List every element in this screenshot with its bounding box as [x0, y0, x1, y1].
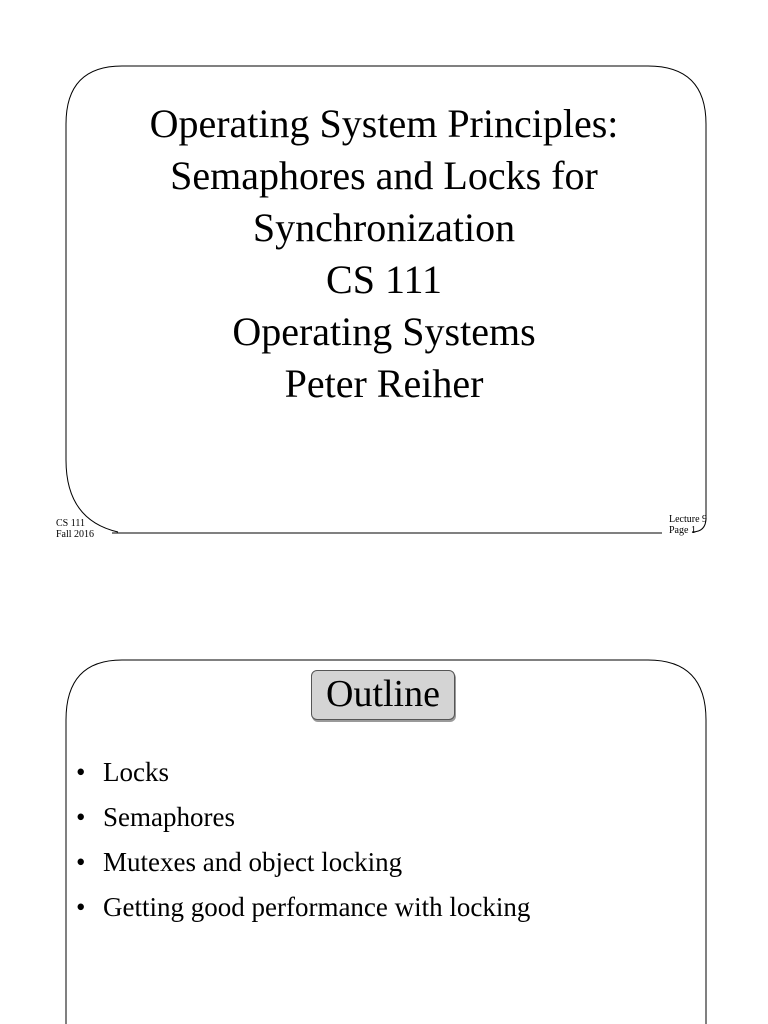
list-item [76, 756, 530, 789]
course-label: CS 111 [56, 518, 85, 529]
title-line: CS 111 [326, 257, 442, 302]
bullet-glyph: • [76, 892, 86, 922]
slide2-bullet-list [76, 756, 530, 936]
title-line: Operating Systems [232, 309, 536, 354]
lecture-label: Lecture 9 [669, 514, 708, 525]
slide1-footer-right [669, 514, 707, 536]
title-line: Semaphores and Locks for [170, 153, 598, 198]
title-line: Synchronization [252, 205, 516, 250]
bullet-glyph: • [76, 802, 86, 832]
bullet-glyph: • [76, 757, 86, 787]
title-line: Operating System Principles: [149, 101, 619, 146]
term-label: Fall 2016 [56, 529, 95, 540]
bullet-text: Mutexes and object locking [103, 847, 403, 877]
bullet-text: Semaphores [103, 802, 235, 832]
title-line: Peter Reiher [284, 361, 484, 406]
slide2-title: Outline [311, 670, 455, 720]
page-label: Page 1 [669, 525, 696, 536]
list-item [76, 846, 530, 879]
slide1-footer-left [56, 518, 94, 540]
list-item [76, 801, 530, 834]
list-item [76, 891, 530, 924]
bullet-text: Getting good performance with locking [103, 892, 531, 922]
bullet-text: Locks [103, 757, 169, 787]
bullet-glyph: • [76, 847, 86, 877]
slide1-title [90, 98, 678, 410]
